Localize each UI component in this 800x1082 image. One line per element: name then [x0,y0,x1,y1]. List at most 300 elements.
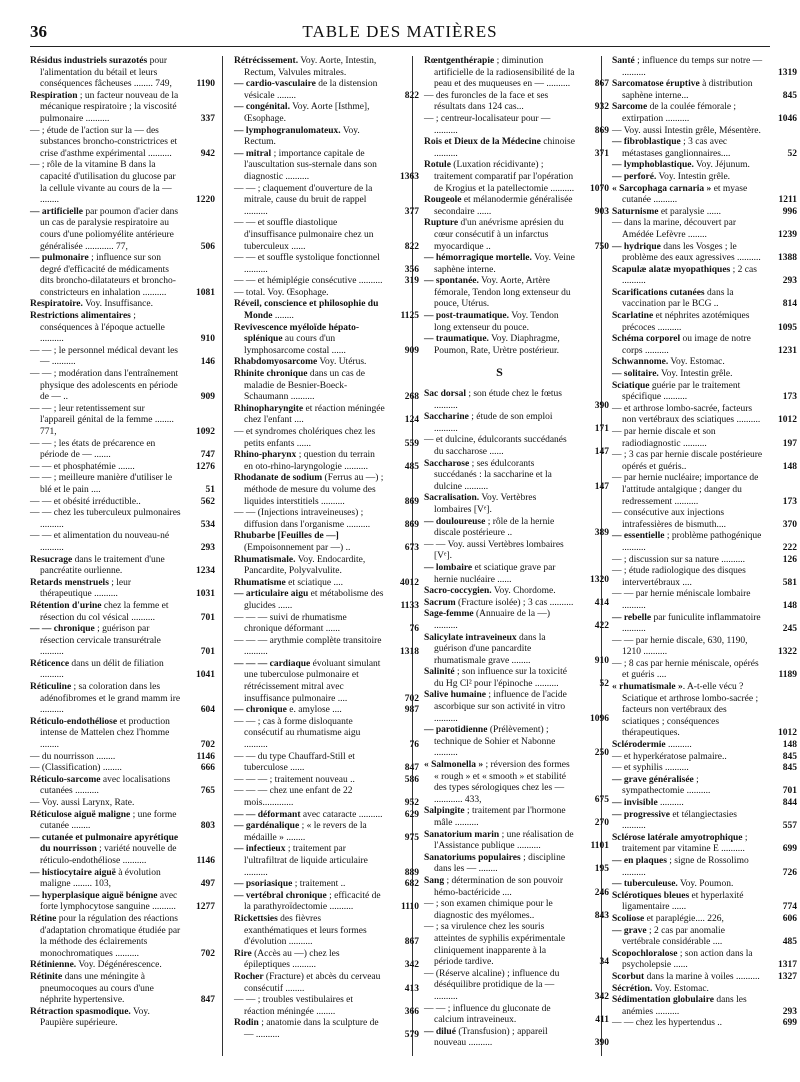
entry-keyword: Rétention d'urine [30,600,102,611]
index-entry [30,299,215,311]
entry-page-ref: 932 [594,102,609,113]
entry-keyword: Respiration [30,90,78,101]
entry-page-ref: 682 [404,879,419,890]
index-entry [612,879,797,891]
entry-text: ........ [272,311,294,322]
entry-page-ref: 996 [782,206,797,217]
entry-page-ref: 702 [200,948,215,959]
entry-keyword: — congénital. [234,102,290,113]
index-entry [30,404,215,439]
entry-text: — — ; troubles vestibulaires et réaction méningée ........ [234,995,353,1017]
index-entry [30,763,215,775]
entry-page-ref: 337 [200,113,215,124]
index-entry [424,1027,609,1050]
index-entry [612,775,797,798]
index-entry [424,1004,609,1027]
entry-page-ref: 485 [404,461,419,472]
entry-text: Voy. Jéjunum. [693,160,750,171]
entry-keyword: — lymphoblastique. [612,160,694,171]
index-entry [612,137,797,160]
entry-text: ; question du terrain en oto-rhino-laryngologie .......... [244,450,375,472]
entry-text: ; efficacité de la parathyroïdectomie .......... [244,890,381,913]
index-entry [612,636,797,659]
entry-text: — ; sa virulence chez les souris atteintes de syphilis expérimentale cliniquement inapparente à la période tardive. [424,922,566,968]
entry-text: — ; étude radiologique des disques intervertébraux .... [612,566,746,588]
entry-text: au cours d'un lymphosarcome costal ...... [244,334,346,356]
entry-text: Voy. Insuffisance. [82,299,153,310]
entry-page-ref: 699 [782,1018,797,1029]
entry-keyword: Scarifications cutanées [612,287,705,298]
entry-keyword: Respiratoire. [30,299,83,310]
entry-keyword: Sclérodermie [612,740,666,751]
entry-keyword: — progressive [612,809,670,820]
entry-text: d'un anévrisme aprésien du cœur consécutif à un infarctus myocardique .. [434,218,564,252]
entry-text: des fièvres exanthématiques et leurs formes d'évolution .......... [244,913,367,948]
index-entry [424,160,609,195]
entry-keyword: — lombaire [424,562,473,573]
index-entry [612,184,797,207]
entry-keyword: — fibroblastique [612,137,681,148]
entry-text: — — — ; traitement nouveau .. [234,774,355,785]
index-entry [234,369,419,404]
entry-keyword: Rougeole [424,195,462,206]
entry-text: à évolution maligne ........ 103, [40,867,161,890]
entry-page-ref: 1318 [400,647,419,658]
index-entry [424,56,609,91]
entry-keyword: — cutanée et pulmonaire apyrétique du nourrisson [30,832,179,855]
entry-keyword: Rhubarbe [Feuilles de —] [234,531,339,542]
entry-page-ref: 497 [200,879,215,890]
index-entry [30,160,215,206]
entry-page-ref: 889 [404,867,419,878]
entry-page-ref: 245 [782,624,797,635]
entry-page-ref: 1277 [196,902,215,913]
index-entry [234,636,419,659]
entry-page-ref: 390 [594,400,609,411]
entry-text: par funiculite inflammatoire .......... [622,612,761,635]
index-entry [612,763,797,775]
index-entry [612,531,797,554]
entry-text: ; importance capitale de l'auscultation sus-sternale dans son diagnostic .......... [244,148,377,182]
entry-page-ref: 559 [404,438,419,449]
entry-text: — — (Injections intraveineuses) ; diffusion dans l'organisme .......... [234,508,371,530]
entry-text: — — par hernie méniscale lombaire .......... [612,589,751,611]
index-entry [612,891,797,914]
index-entry [30,346,215,369]
entry-text: ; étude de son emploi .......... [434,412,553,434]
entry-page-ref: 51 [205,484,215,495]
index-entry [424,459,609,494]
index-entry [612,242,797,265]
entry-page-ref: 293 [782,276,797,287]
entry-page-ref: 146 [200,357,215,368]
entry-keyword: Rodin [234,1018,259,1029]
index-entry [424,114,609,137]
entry-keyword: — parotidienne [424,725,488,736]
index-entry [612,265,797,288]
entry-keyword: Schwannome. [612,357,669,368]
entry-keyword: — en plaques [612,855,667,866]
entry-text: ; signe de Rossolimo .......... [622,855,749,878]
entry-text: ; une réalisation de l'Assistance publique .......... [434,829,574,852]
index-entry [612,555,797,567]
entry-keyword: — gardénalique [234,821,300,832]
entry-text: (Transfusion) ; appareil nouveau .......... [434,1026,548,1049]
index-entry [424,969,609,1004]
index-entry [234,578,419,590]
index-entry [612,427,797,450]
entry-text: (Fracture isolée) ; 3 cas .......... [455,597,574,608]
entry-keyword: Sécrétion. [612,983,653,994]
index-entry [234,473,419,508]
index-entry [30,462,215,474]
entry-text: ; diminution artificielle de la radiosensibilité de la peau et des muqueuses en — .......... [434,56,575,90]
entry-page-ref: 1012 [778,728,797,739]
index-entry [234,253,419,276]
entry-keyword: — mitral [234,148,272,159]
entry-page-ref: 562 [200,496,215,507]
entry-keyword: Sacro-coccygien. [424,586,492,597]
index-entry [30,207,215,253]
entry-text: ; traitement .. [292,879,346,890]
entry-text: — — ; influence du gluconate de calcium intraveineux. [424,1003,551,1026]
entry-keyword: Scarlatine [612,311,654,322]
entry-text: Voy. Intestin grêle. [658,369,733,380]
entry-text: dans le traitement d'une pancréatite ourlienne. [40,554,165,577]
entry-text: — (Réserve alcaline) ; influence du déséquilibre protidique de la — .......... [424,968,560,1002]
entry-page-ref: 173 [782,392,797,403]
entry-page-ref: 366 [404,1006,419,1017]
entry-text: ; une forme cutanée ........ [40,809,177,832]
index-entry [612,984,797,996]
index-entry [424,412,609,435]
entry-keyword: — dilué [424,1026,456,1037]
entry-keyword: Sclérose latérale amyotrophique [612,832,743,843]
index-entry [30,833,215,868]
entry-page-ref: 147 [594,481,609,492]
entry-text: ; sa coloration dans les adénofibromes et le grand mamm ire .......... [40,682,181,716]
index-entry [30,960,215,972]
index-entry [612,926,797,949]
entry-page-ref: 1081 [196,287,215,298]
index-entry [234,299,419,322]
entry-page-ref: 910 [200,334,215,345]
entry-text: (Ferrus au —) ; méthode de mesure du volume des liquides interstitiels .......... [244,473,384,507]
entry-text: Voy. Rectum. [244,125,360,148]
index-entry [30,311,215,346]
index-entry [612,288,797,311]
entry-page-ref: 173 [782,496,797,507]
index-entry [612,914,797,926]
entry-text: Voy. Aorte, Intestin, Rectum, Valvules mitrales. [244,56,377,78]
page-number: 36 [30,22,47,41]
entry-text: ; réversion des formes « rough » et « smooth » et stabilité des types sérologiques chez les — ............ 433, [434,760,570,805]
index-entry [612,810,797,833]
entry-keyword: Salinité [424,667,455,678]
entry-keyword: « Sarcophaga carnaria » [612,183,712,194]
index-entry [612,56,797,79]
entry-keyword: Rhumatisme [234,577,286,588]
entry-keyword: Rhabdomyosarcome [234,357,318,368]
index-entry [612,102,797,125]
entry-text: dans un délit de filiation .......... [40,658,164,681]
entry-text: (Prélèvement) ; technique de Sohier et Nabonne .......... [434,725,556,759]
entry-keyword: Sang [424,875,445,886]
entry-keyword: Rotule [424,160,451,171]
index-entry [424,563,609,586]
entry-page-ref: 506 [200,241,215,252]
entry-text: ; traitement par l'ultrafiltrat de liquide articulaire .......... [244,844,368,878]
entry-keyword: Réveil, conscience et philosophie du Monde [234,299,379,322]
entry-keyword: — essentielle [612,531,665,542]
index-entry [424,218,609,253]
entry-text: chez la femme et résection du col vésical .......... [40,600,169,623]
entry-page-ref: 673 [404,542,419,553]
entry-keyword: Scorbut [612,971,645,982]
entry-text: avec forte lymphocytose sanguine .......... [40,890,178,913]
entry-page-ref: 699 [782,844,797,855]
entry-text: ; 3 cas avec métastases ganglionnaires.... [622,137,731,159]
index-entry [234,404,419,427]
entry-text: ou image de notre corps .......... [622,334,751,356]
index-entry [424,899,609,922]
entry-page-ref: 702 [404,693,419,704]
index-entry [612,995,797,1018]
entry-text: et production intense de Mattelen chez l'homme ........ [40,716,170,751]
index-entry [30,868,215,891]
entry-page-ref: 1388 [778,253,797,264]
entry-text: ; influence sur son degré d'efficacité de médicaments dits broncho-dilatateurs et broncho-constricteurs en inhalation .......... [40,253,176,298]
entry-text: — — ; les états de précarence en période de — ....... [30,438,156,461]
entry-keyword: Resucrage [30,554,73,565]
entry-text: ; « le revers de la médaille » ........ [244,821,367,843]
entry-text: de la coulée fémorale ; extirpation .......... [622,102,737,124]
entry-page-ref: 1231 [778,345,797,356]
entry-text: évoluant simulant une tuberculose pulmonaire et rétrécissement mitral avec insuffisance pulmonaire .... [244,658,381,704]
entry-page-ref: 701 [200,647,215,658]
entry-text: Voy. Paupière supérieure. [40,1006,150,1029]
entry-page-ref: 942 [200,148,215,159]
entry-keyword: Rhinite chronique [234,369,308,380]
entry-page-ref: 903 [594,206,609,217]
entry-text: — Voy. aussi Intestin grêle, Mésentère. [612,125,761,136]
entry-text: ; conséquences à l'époque actuelle .......... [40,311,165,345]
index-entry [30,497,215,509]
entry-text: et paraplégie.... 226, [644,913,724,924]
index-entry [234,323,419,358]
entry-text: — des furoncles de la face et ses résultats dans 124 cas... [424,90,549,113]
entry-page-ref: 1012 [778,415,797,426]
index-entry [234,972,419,995]
entry-text: (Accès au —) chez les épileptiques .......... [244,948,340,971]
index-entry [424,633,609,668]
index-entry [612,79,797,102]
entry-keyword: — — déformant [234,809,301,820]
entry-keyword: — rebelle [612,612,652,623]
entry-keyword: — perforé. [612,171,657,182]
entry-page-ref: 909 [404,345,419,356]
index-entry [234,126,419,149]
index-entry [234,276,419,288]
index-column-1 [30,56,215,1030]
entry-keyword: Santé [612,56,635,66]
entry-page-ref: 52 [599,678,609,689]
index-entry [234,810,419,822]
entry-page-ref: 1327 [778,971,797,982]
entry-page-ref: 1190 [196,79,215,90]
entry-page-ref: 822 [404,90,419,101]
entry-keyword: Saturnisme [612,206,659,217]
index-entry [234,427,419,450]
index-entry [612,589,797,612]
entry-page-ref: 534 [200,519,215,530]
entry-text: ; problème pathogénique .......... [622,531,762,553]
entry-text: (Annuaire de la —) .......... [434,609,551,631]
entry-keyword: Rickettsies [234,913,278,924]
index-entry [30,369,215,404]
entry-page-ref: 1276 [196,461,215,472]
entry-keyword: Schéma corporel [612,334,681,345]
entry-keyword: Sciatique [612,380,650,391]
entry-keyword: Rhodanate de sodium [234,473,323,484]
entry-page-ref: 124 [404,415,419,426]
index-entry [424,276,609,311]
index-entry [612,473,797,508]
entry-page-ref: 1320 [590,574,609,585]
index-entry [612,659,797,682]
entry-keyword: — — chronique [30,624,95,635]
index-entry [234,357,419,369]
entry-keyword: Revivescence myéloïde hépato-splénique [234,322,360,345]
index-entry [234,79,419,102]
index-entry [30,126,215,161]
index-entry [234,184,419,219]
entry-text: ; sympathectomie .......... [622,774,711,797]
entry-text: pour l'alimentation du bétail et leurs conséquences fâcheuses ........ 749, [40,56,172,90]
entry-text: — et dulcine, édulcorants succédanés du saccharose ...... [424,435,567,457]
index-entry [234,891,419,914]
index-entry [234,56,419,79]
entry-keyword: Scapulæ alatæ myopathiques [612,264,731,275]
entry-page-ref: 422 [594,620,609,631]
entry-text: dans un cas de maladie de Besnier-Boeck-Schaumann .......... [244,369,365,403]
index-entry [30,508,215,531]
entry-text: Voy. Intestin grêle. [656,171,731,182]
entry-text: — et syndromes cholériques chez les petits enfants ...... [234,427,376,449]
entry-keyword: Rétinienne. [30,960,77,971]
index-entry [234,589,419,612]
entry-text: dans les anémies .......... [622,995,747,1017]
index-entry [612,972,797,984]
entry-page-ref: 413 [404,983,419,994]
entry-keyword: — hémorragique mortelle. [424,253,532,264]
entry-page-ref: 845 [782,90,797,101]
entry-keyword: — traumatique. [424,334,489,345]
entry-keyword: Réticulo-sarcome [30,774,101,785]
entry-page-ref: 581 [782,577,797,588]
entry-text: — — ; le personnel médical devant les — .......... [30,345,178,368]
entry-page-ref: 147 [594,447,609,457]
index-entry [612,1018,797,1030]
entry-page-ref: 356 [404,264,419,275]
index-entry [424,922,609,968]
index-entry [234,508,419,531]
entry-keyword: — post-traumatique. [424,311,509,322]
entry-page-ref: 268 [404,392,419,403]
entry-keyword: — grave généralisée [612,774,694,785]
index-entry [30,914,215,960]
index-entry [424,806,609,829]
index-entry [612,334,797,357]
index-entry [234,844,419,879]
index-entry [612,218,797,241]
entry-text: ; influence du temps sur notre — .......... [622,56,763,78]
index-entry [424,667,609,690]
entry-text: et hyperlaxité ligamentaire ...... [622,890,744,913]
entry-page-ref: 1041 [196,670,215,681]
entry-page-ref: 1211 [778,195,797,206]
entry-text: — — et obésité irréductible.. [30,496,141,507]
index-entry [424,830,609,853]
entry-text: Voy. Aorte [Isthme], Œsophage. [244,102,370,124]
entry-keyword: — pulmonaire [30,253,89,264]
index-entry [30,91,215,126]
entry-text: ; son influence sur la toxicité du Hg Cl² pour l'épinoche .......... [434,667,568,689]
entry-page-ref: 389 [594,528,609,539]
entry-keyword: — spontanée. [424,276,479,287]
entry-page-ref: 371 [594,148,609,159]
entry-page-ref: 666 [200,763,215,774]
entry-text: ; 2 cas .......... [622,264,757,287]
index-entry [234,450,419,473]
entry-text: ; son étude chez le fœtus .......... [434,389,562,411]
index-entry [424,137,609,160]
index-entry [30,717,215,752]
entry-text: ; un facteur nouveau de la mécanique respiratoire ; la viscosité pulmonaire .......... [40,90,179,124]
entry-keyword: — infectieux [234,844,286,855]
entry-page-ref: 1239 [778,229,797,240]
index-entry [234,613,419,636]
entry-page-ref: 342 [404,960,419,971]
index-entry [612,160,797,172]
index-entry [234,879,419,891]
entry-keyword: Restrictions alimentaires [30,311,131,322]
index-entry [30,810,215,833]
entry-page-ref: 1046 [778,113,797,124]
index-entry [234,1018,419,1041]
index-entry [234,288,419,300]
index-entry [612,798,797,810]
index-entry [612,508,797,531]
entry-keyword: Rhinopharyngite [234,403,304,414]
entry-keyword: Résidus industriels surazotés [30,56,148,66]
entry-text: — consécutive aux injections intrafessières de bismuth.... [612,508,726,530]
entry-text: . A-t-elle vécu ? Sciatique et arthrose lombo-sacrée ; facteurs non vertébraux des sciatiques ; conséquences thérapeutiques. [622,682,759,739]
index-entry [30,798,215,810]
entry-page-ref: 847 [200,995,215,1006]
entry-page-ref: 1319 [778,67,797,78]
entry-keyword: « rhumatismale » [612,682,683,693]
entry-page-ref: 270 [594,818,609,828]
entry-text: ; rôle de la hernie discale postérieure .. [434,516,555,539]
entry-page-ref: 377 [404,206,419,217]
entry-text: — — — arythmie complète transitoire .......... [234,635,382,658]
entry-page-ref: 250 [594,748,609,759]
index-entry [612,357,797,369]
entry-keyword: — histiocytaire aiguë [30,867,116,878]
entry-text: Voy. Vertèbres lombaires [Vᵉ]. [434,493,537,515]
entry-page-ref: 293 [200,542,215,553]
